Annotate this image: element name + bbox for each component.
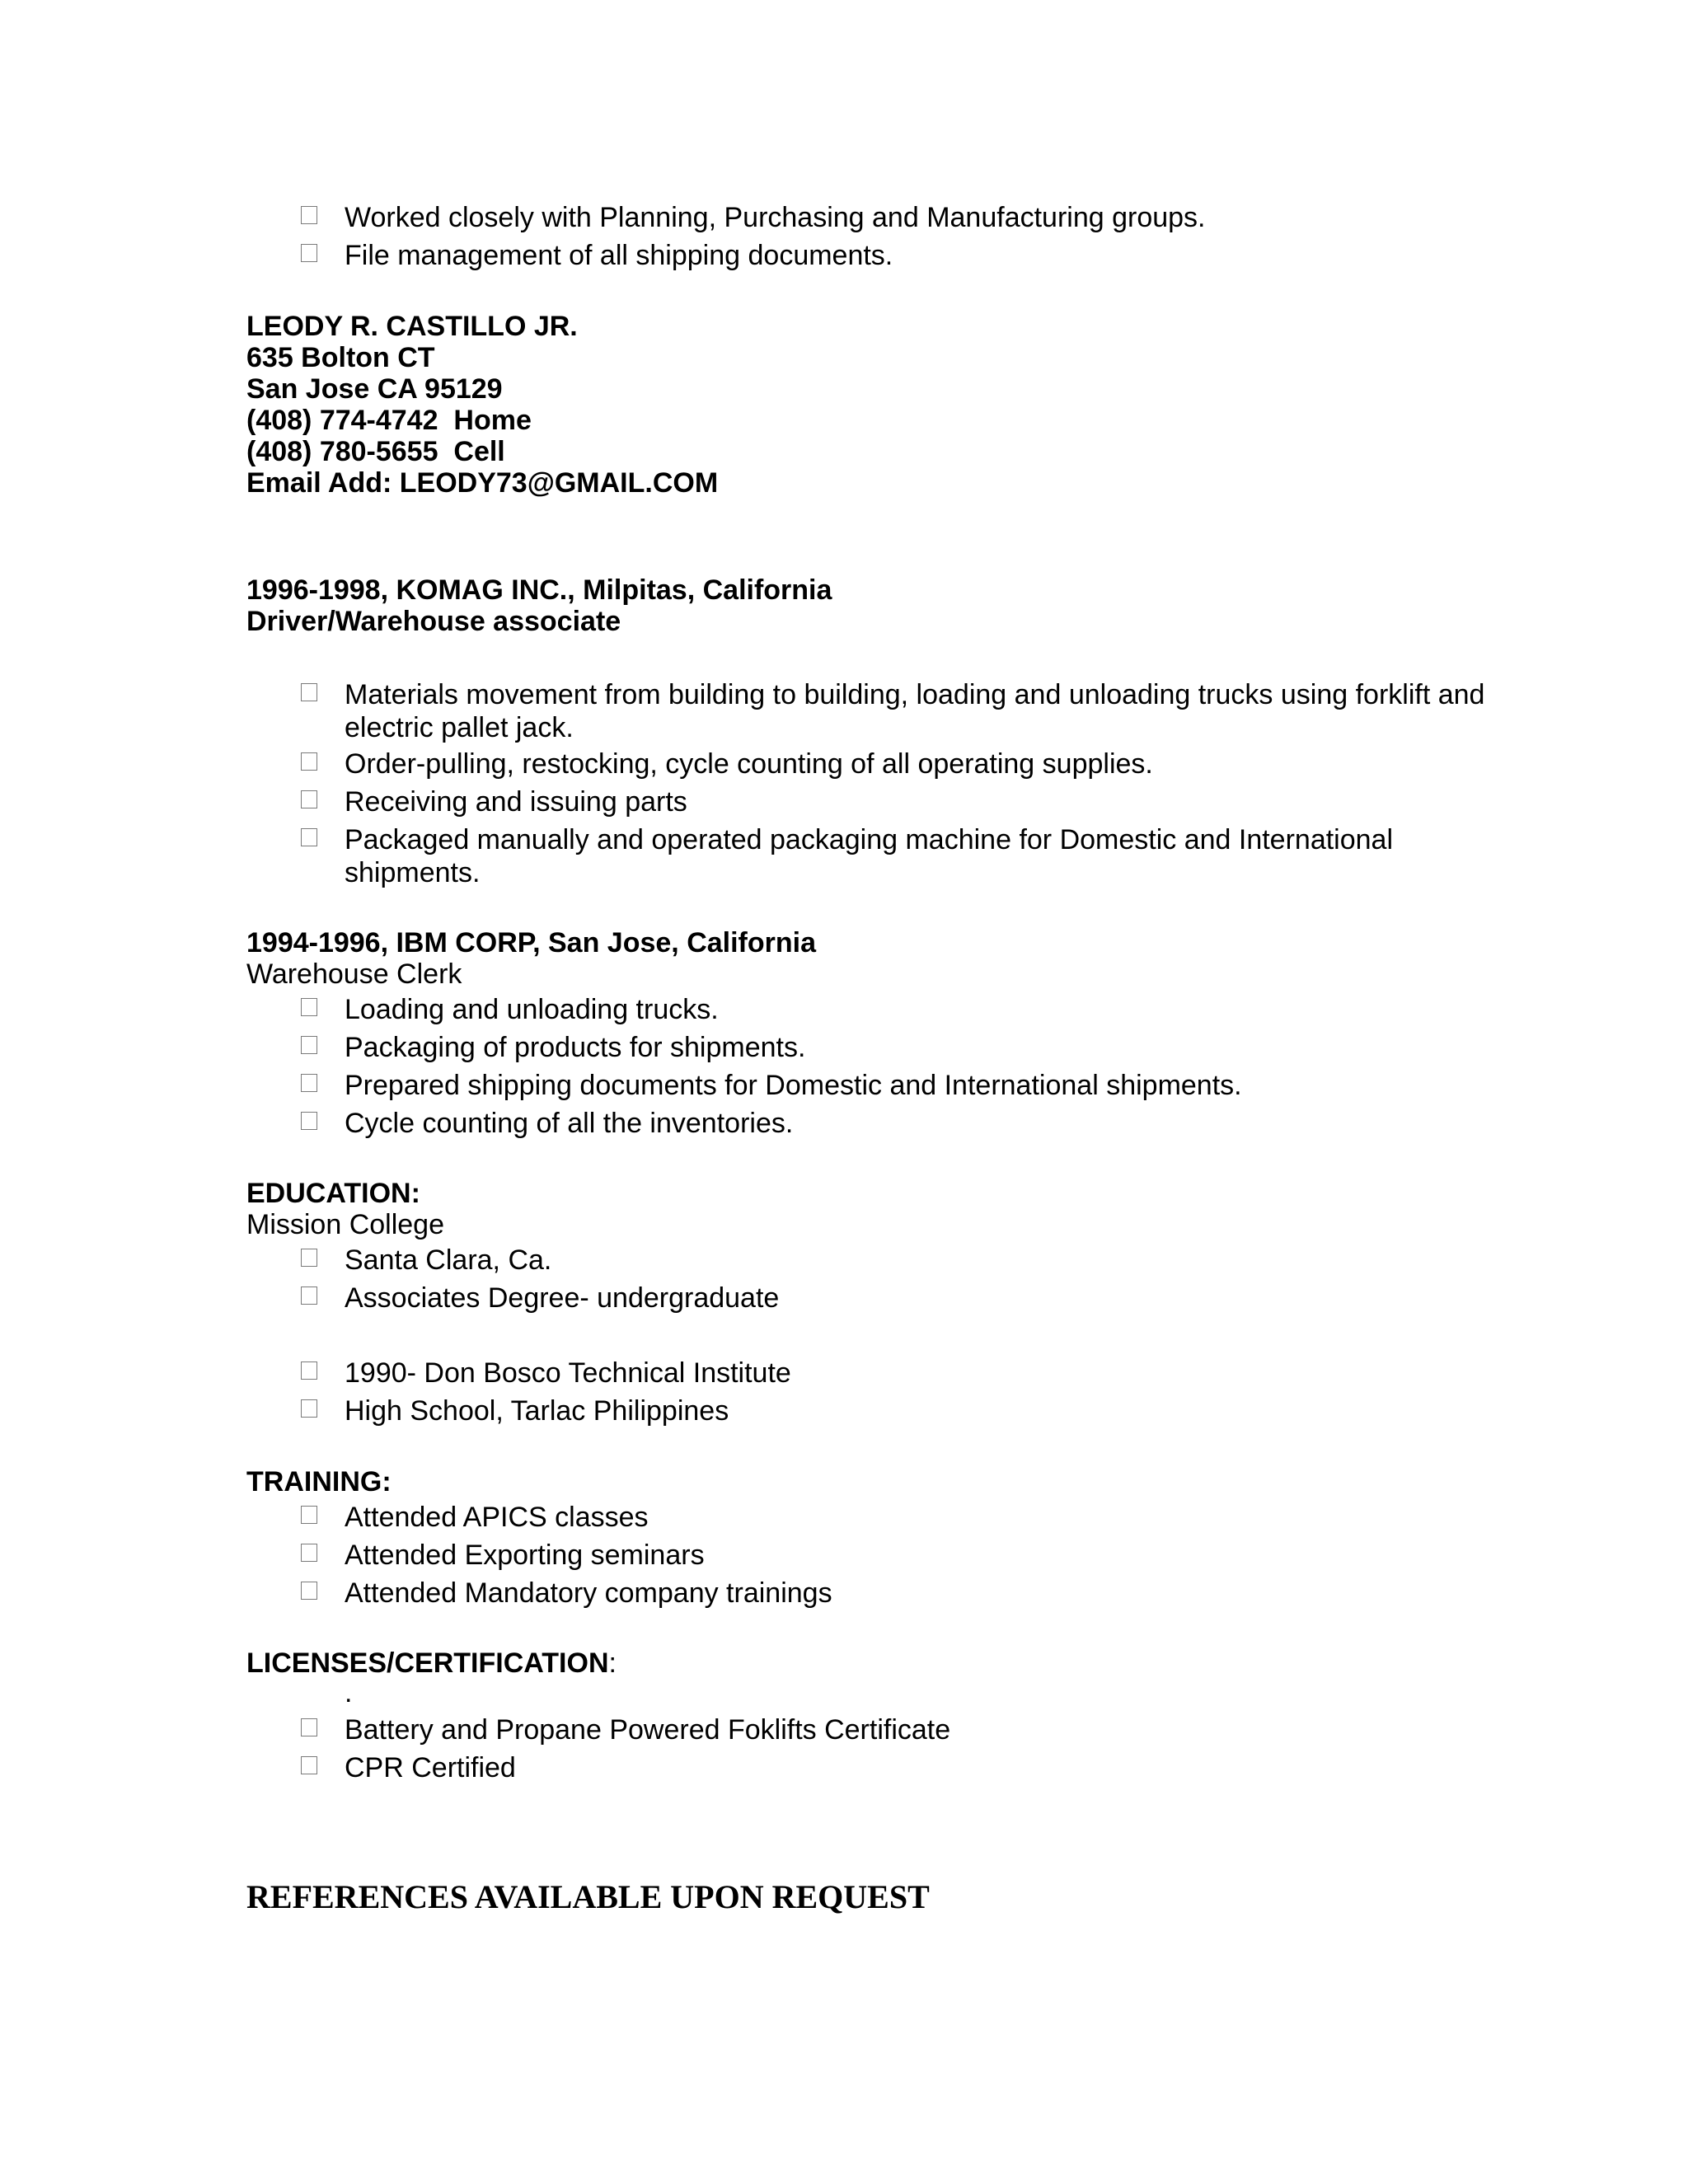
checkbox-bullet-icon [301,1074,317,1092]
checkbox-bullet-icon [301,1361,317,1380]
list-item: 1990- Don Bosco Technical Institute [246,1357,1483,1390]
list-item: Attended APICS classes [246,1501,1483,1534]
checkbox-bullet-icon [301,244,317,262]
list-item: Associates Degree- undergraduate [246,1282,1483,1315]
checkbox-bullet-icon [301,1286,317,1305]
list-item: Prepared shipping documents for Domestic and International shipments. [246,1069,1483,1102]
list-item: High School, Tarlac Philippines [246,1394,1483,1427]
checkbox-bullet-icon [301,1399,317,1418]
list-item: Receiving and issuing parts [246,785,1483,818]
section-heading-education: EDUCATION: [246,1178,420,1209]
checkbox-bullet-icon [301,1718,317,1736]
checkbox-bullet-icon [301,683,317,701]
list-item: Cycle counting of all the inventories. [246,1107,1483,1140]
checkbox-bullet-icon [301,1112,317,1130]
list-item: Loading and unloading trucks. [246,993,1483,1026]
contact-street: 635 Bolton CT [246,342,435,373]
stray-dot: . [345,1677,353,1708]
references-note: REFERENCES AVAILABLE UPON REQUEST [246,1878,930,1915]
checkbox-bullet-icon [301,752,317,771]
contact-name: LEODY R. CASTILLO JR. [246,311,578,342]
section-heading-training: TRAINING: [246,1466,392,1497]
checkbox-bullet-icon [301,1544,317,1562]
checkbox-bullet-icon [301,1249,317,1267]
job-heading: 1994-1996, IBM CORP, San Jose, California [246,927,816,958]
section-heading-licenses: LICENSES/CERTIFICATION: [246,1647,617,1679]
checkbox-bullet-icon [301,1756,317,1774]
list-item: Materials movement from building to building, loading and unloading trucks using forklift and electric pallet jack. [246,678,1483,744]
contact-email: Email Add: LEODY73@GMAIL.COM [246,467,719,499]
list-item: CPR Certified [246,1751,1483,1784]
checkbox-bullet-icon [301,1036,317,1054]
contact-cell-phone: (408) 780-5655 Cell [246,436,505,467]
list-item: File management of all shipping documents. [246,239,1483,272]
contact-city: San Jose CA 95129 [246,373,503,405]
checkbox-bullet-icon [301,1582,317,1600]
list-item: Packaged manually and operated packaging machine for Domestic and International shipments. [246,823,1483,889]
school-name: Mission College [246,1209,444,1240]
checkbox-bullet-icon [301,1506,317,1524]
list-item: Attended Exporting seminars [246,1539,1483,1572]
list-item: Worked closely with Planning, Purchasing and Manufacturing groups. [246,201,1483,234]
checkbox-bullet-icon [301,790,317,808]
checkbox-bullet-icon [301,206,317,224]
list-item: Battery and Propane Powered Foklifts Certificate [246,1713,1483,1746]
checkbox-bullet-icon [301,828,317,846]
checkbox-bullet-icon [301,998,317,1016]
contact-home-phone: (408) 774-4742 Home [246,405,532,436]
list-item: Packaging of products for shipments. [246,1031,1483,1064]
list-item: Order-pulling, restocking, cycle counting of all operating supplies. [246,748,1483,780]
job-role: Warehouse Clerk [246,958,462,990]
list-item: Santa Clara, Ca. [246,1244,1483,1277]
list-item: Attended Mandatory company trainings [246,1577,1483,1610]
job-heading: 1996-1998, KOMAG INC., Milpitas, California [246,574,832,606]
job-role: Driver/Warehouse associate [246,606,621,637]
